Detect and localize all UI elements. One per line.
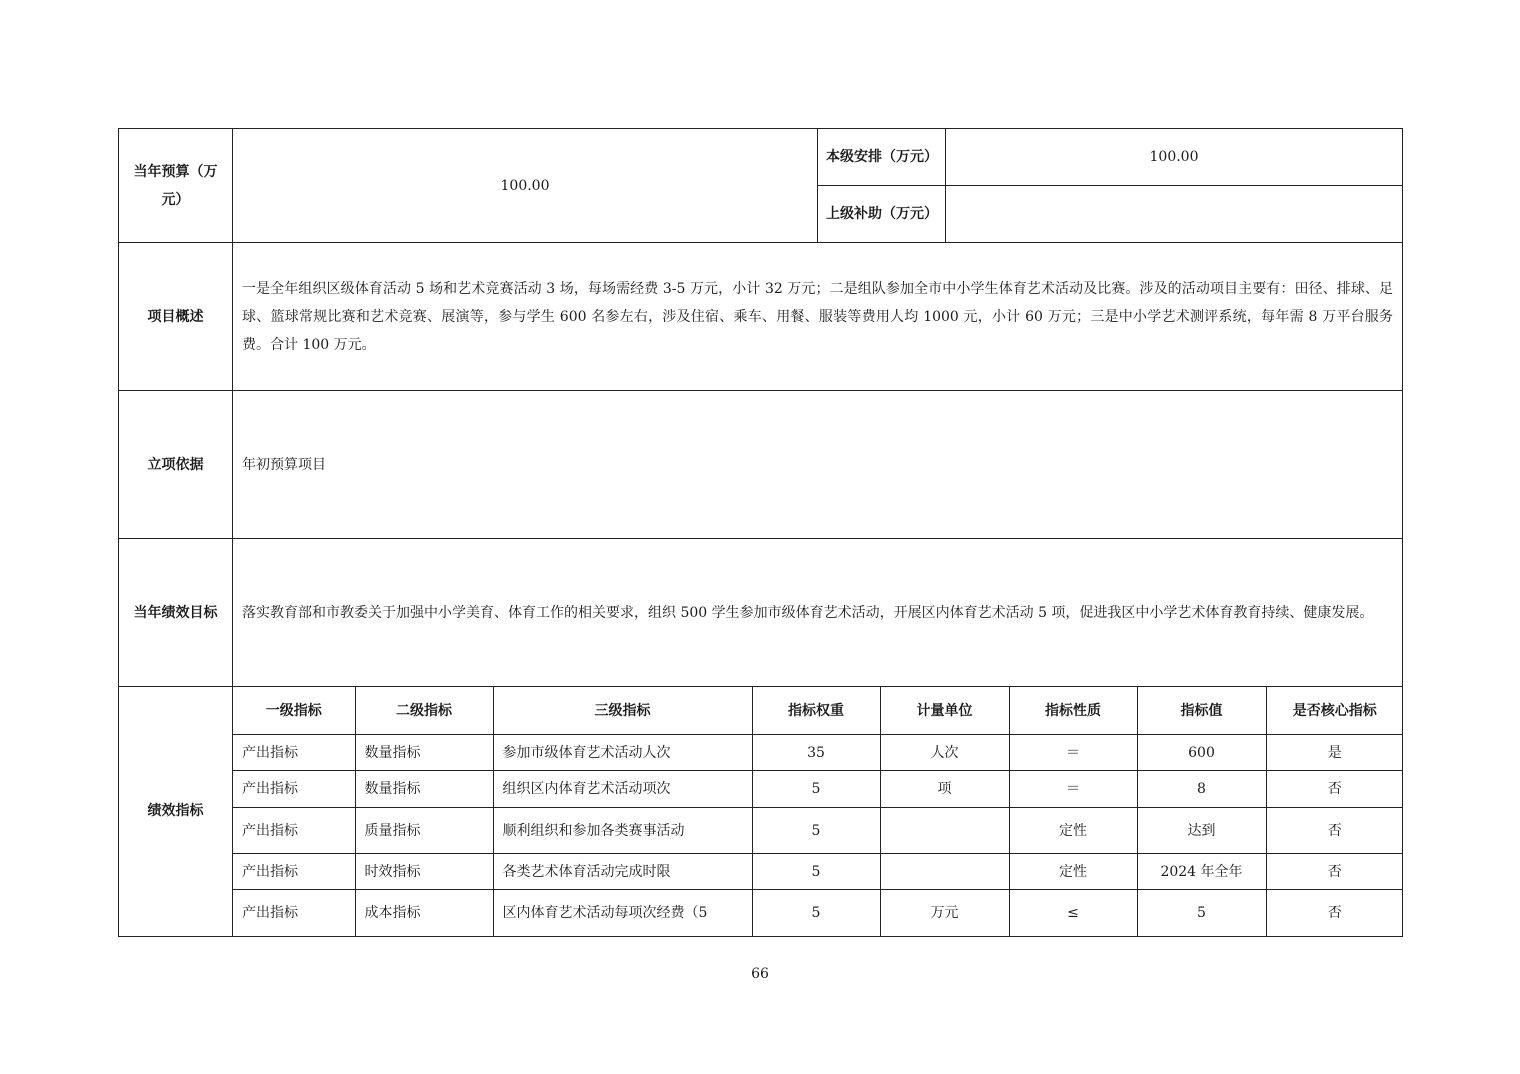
cell-unit: 人次 xyxy=(880,735,1009,771)
cell-nature: ≤ xyxy=(1009,890,1137,936)
header-weight: 指标权重 xyxy=(752,687,880,735)
budget-value: 100.00 xyxy=(233,129,818,243)
table-row xyxy=(233,890,1403,936)
indicators-row xyxy=(119,687,1403,937)
cell-weight: 35 xyxy=(752,735,880,771)
cell-value: 600 xyxy=(1137,735,1266,771)
local-allocation-value: 100.00 xyxy=(946,129,1403,186)
header-unit: 计量单位 xyxy=(880,687,1009,735)
header-nature: 指标性质 xyxy=(1009,687,1137,735)
page-number: 66 xyxy=(751,966,769,982)
header-level2: 二级指标 xyxy=(355,687,493,735)
local-allocation-label: 本级安排（万元） xyxy=(818,129,946,186)
cell-unit: 万元 xyxy=(880,890,1009,936)
overview-text: 一是全年组织区级体育活动 5 场和艺术竞赛活动 3 场，每场需经费 3-5 万元，小计 32 万元；二是组队参加全市中小学生体育艺术活动及比赛。涉及的活动项目主要有：田径、排球、足球、篮球常规比赛和艺术竞赛、展演等，参与学生 600 名参左右，涉及住宿、乘车、用餐、服装等费用人均 1000 元，小计 60 万元；三是中小学艺术测评系统，每年需 8 万平台服务费。合计 100 万元。 xyxy=(233,243,1403,391)
cell-value: 5 xyxy=(1137,890,1266,936)
overview-row xyxy=(119,243,1403,391)
basis-row xyxy=(119,391,1403,539)
budget-label: 当年预算（万元） xyxy=(119,129,233,243)
goal-text: 落实教育部和市教委关于加强中小学美育、体育工作的相关要求，组织 500 学生参加市级体育艺术活动，开展区内体育艺术活动 5 项，促进我区中小学艺术体育教育持续、健康发展。 xyxy=(233,539,1403,687)
table-row xyxy=(233,854,1403,890)
cell-level2: 时效指标 xyxy=(355,854,493,890)
cell-level2: 数量指标 xyxy=(355,735,493,771)
cell-core: 否 xyxy=(1266,771,1403,808)
header-level1: 一级指标 xyxy=(233,687,355,735)
cell-nature: 定性 xyxy=(1009,808,1137,854)
cell-value: 达到 xyxy=(1137,808,1266,854)
cell-level2: 质量指标 xyxy=(355,808,493,854)
cell-core: 否 xyxy=(1266,808,1403,854)
cell-core: 否 xyxy=(1266,890,1403,936)
cell-core: 是 xyxy=(1266,735,1403,771)
cell-core: 否 xyxy=(1266,854,1403,890)
budget-performance-table xyxy=(118,128,1403,937)
table-row xyxy=(233,808,1403,854)
cell-level3: 参加市级体育艺术活动人次 xyxy=(493,735,752,771)
budget-row-local xyxy=(119,129,1403,186)
cell-weight: 5 xyxy=(752,771,880,808)
cell-nature: ＝ xyxy=(1009,771,1137,808)
cell-value: 8 xyxy=(1137,771,1266,808)
goal-row xyxy=(119,539,1403,687)
cell-level3: 各类艺术体育活动完成时限 xyxy=(493,854,752,890)
cell-weight: 5 xyxy=(752,808,880,854)
cell-level2: 数量指标 xyxy=(355,771,493,808)
cell-nature: ＝ xyxy=(1009,735,1137,771)
table-row xyxy=(233,771,1403,808)
cell-level3: 区内体育艺术活动每项次经费（5 xyxy=(493,890,752,936)
cell-unit: 项 xyxy=(880,771,1009,808)
cell-weight: 5 xyxy=(752,890,880,936)
cell-nature: 定性 xyxy=(1009,854,1137,890)
cell-unit xyxy=(880,854,1009,890)
cell-level1: 产出指标 xyxy=(233,771,355,808)
indicators-header-row xyxy=(233,687,1403,735)
overview-label: 项目概述 xyxy=(119,243,233,391)
upper-subsidy-label: 上级补助（万元） xyxy=(818,186,946,243)
basis-text: 年初预算项目 xyxy=(233,391,1403,539)
table-row xyxy=(233,735,1403,771)
cell-level3: 组织区内体育艺术活动项次 xyxy=(493,771,752,808)
cell-unit xyxy=(880,808,1009,854)
cell-level1: 产出指标 xyxy=(233,735,355,771)
header-level3: 三级指标 xyxy=(493,687,752,735)
header-core: 是否核心指标 xyxy=(1266,687,1403,735)
cell-weight: 5 xyxy=(752,854,880,890)
cell-level1: 产出指标 xyxy=(233,890,355,936)
upper-subsidy-value xyxy=(946,186,1403,243)
cell-level1: 产出指标 xyxy=(233,854,355,890)
goal-label: 当年绩效目标 xyxy=(119,539,233,687)
indicators-table xyxy=(233,687,1403,936)
cell-value: 2024 年全年 xyxy=(1137,854,1266,890)
indicators-label: 绩效指标 xyxy=(119,687,233,937)
basis-label: 立项依据 xyxy=(119,391,233,539)
cell-level1: 产出指标 xyxy=(233,808,355,854)
cell-level3: 顺利组织和参加各类赛事活动 xyxy=(493,808,752,854)
header-value: 指标值 xyxy=(1137,687,1266,735)
cell-level2: 成本指标 xyxy=(355,890,493,936)
